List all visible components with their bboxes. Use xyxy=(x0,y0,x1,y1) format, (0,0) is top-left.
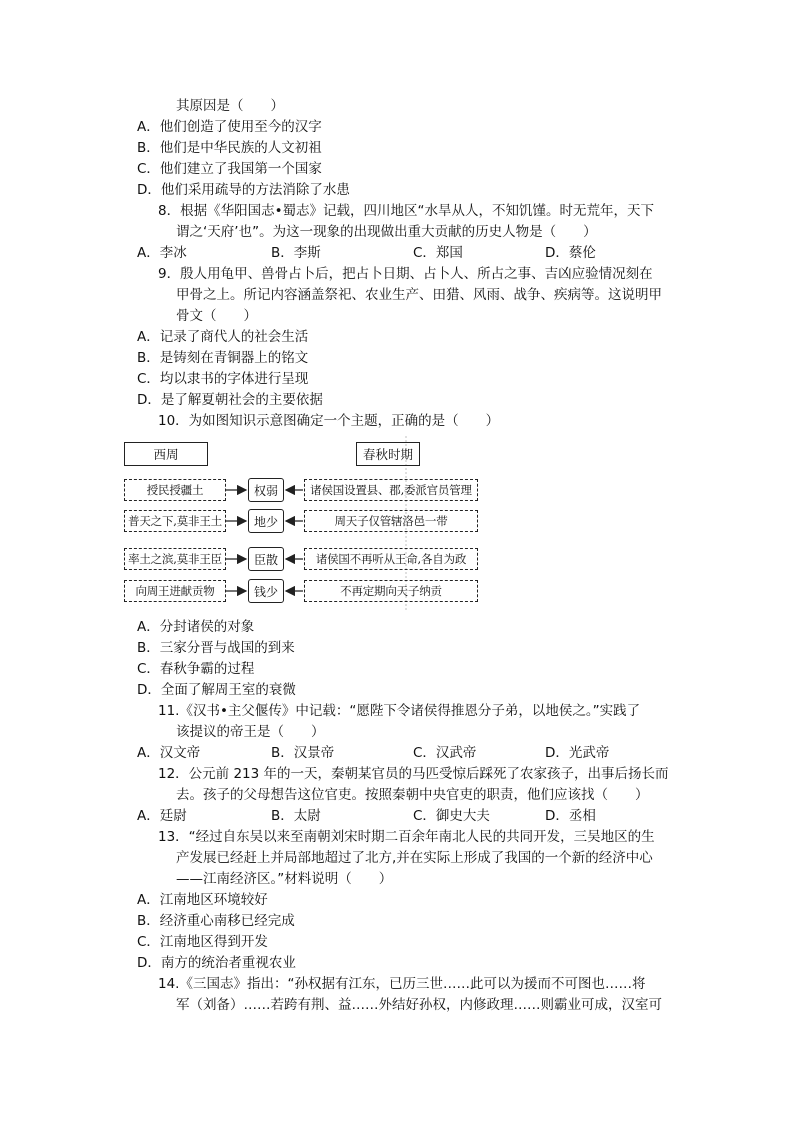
q11-stem-line1: 11.《汉书•主父偃传》中记载：“愿陛下令诸侯得推恩分子弟，以地侯之。”实践了 xyxy=(158,703,641,719)
diagram-left-box-4: 向周王进献贡物 xyxy=(124,580,226,602)
q8-options xyxy=(137,243,596,263)
q8-stem-line1: 8．根据《华阳国志•蜀志》记载，四川地区“水旱从人，不知饥馑。时无荒年，天下 xyxy=(158,203,655,219)
q8-stem-line2: 谓之‘天府’也”。为这一现象的出现做出重大贡献的历史人物是（ ） xyxy=(176,224,597,240)
q8-option-d[interactable]: D．蔡伦 xyxy=(545,245,596,261)
q9-stem-line2: 甲骨之上。所记内容涵盖祭祀、农业生产、田猎、风雨、战争、疾病等。这说明甲 xyxy=(176,287,662,303)
diagram-center-box-3: 臣散 xyxy=(248,547,284,571)
q9-option-c[interactable]: C．均以隶书的字体进行呈现 xyxy=(137,371,309,387)
q14-stem-line2: 军（刘备）……若跨有荆、益……外结好孙权，内修政理……则霸业可成，汉室可 xyxy=(176,997,662,1013)
q7-option-d[interactable]: D．他们采用疏导的方法消除了水患 xyxy=(137,182,350,198)
q12-option-a[interactable]: A．廷尉 xyxy=(137,808,187,824)
q12-options xyxy=(137,806,596,826)
q12-stem-line2: 去。孩子的父母想告这位官吏。按照秦朝中央官吏的职责，他们应该找（ ） xyxy=(176,787,649,803)
q12-option-c[interactable]: C．御史大夫 xyxy=(413,808,490,824)
q13-stem-line1: 13．“经过自东吴以来至南朝刘宋时期二百余年南北人民的共同开发，三吴地区的生 xyxy=(158,829,655,845)
q11-option-b[interactable]: B．汉景帝 xyxy=(271,745,335,761)
q8-option-c[interactable]: C．郑国 xyxy=(413,245,463,261)
q14-stem-line1: 14.《三国志》指出：“孙权据有江东，已历三世……此可以为援而不可图也……将 xyxy=(158,976,646,992)
q9-stem-line1: 9．殷人用龟甲、兽骨占卜后，把占卜日期、占卜人、所占之事、吉凶应验情况刻在 xyxy=(158,266,653,282)
q13-stem-line3: ——江南经济区。”材料说明（ ） xyxy=(176,871,393,887)
q13-stem-line2: 产发展已经赶上并局部地超过了北方,并在实际上形成了我国的一个新的经济中心 xyxy=(176,850,653,866)
q9-option-d[interactable]: D．是了解夏朝社会的主要依据 xyxy=(137,392,323,408)
diagram-center-box-1: 权弱 xyxy=(248,478,284,502)
q7-option-b[interactable]: B．他们是中华民族的人文初祖 xyxy=(137,140,322,156)
q9-stem-line3: 骨文（ ） xyxy=(176,308,257,324)
q9-option-b[interactable]: B．是铸刻在青铜器上的铭文 xyxy=(137,350,309,366)
diagram-right-box-4: 不再定期向天子纳贡 xyxy=(304,580,478,602)
q10-option-d[interactable]: D．全面了解周王室的衰微 xyxy=(137,682,296,698)
q13-option-d[interactable]: D．南方的统治者重视农业 xyxy=(137,955,296,971)
diagram-left-box-2: 普天之下,莫非王土 xyxy=(124,510,226,532)
diagram-right-box-1: 诸侯国设置县、郡,委派官员管理 xyxy=(304,479,478,501)
q8-option-b[interactable]: B．李斯 xyxy=(271,245,321,261)
q12-option-b[interactable]: B．太尉 xyxy=(271,808,321,824)
diagram-right-box-3: 诸侯国不再听从王命,各自为政 xyxy=(304,548,478,570)
q7-option-a[interactable]: A．他们创造了使用至今的汉字 xyxy=(137,119,322,135)
q8-option-a[interactable]: A．李冰 xyxy=(137,245,187,261)
q10-stem: 10．为如图知识示意图确定一个主题，正确的是（ ） xyxy=(158,413,500,429)
q11-stem-line2: 该提议的帝王是（ ） xyxy=(176,724,325,740)
diagram-center-box-4: 钱少 xyxy=(248,579,284,603)
q10-option-a[interactable]: A．分封诸侯的对象 xyxy=(137,619,255,635)
q10-option-b[interactable]: B．三家分晋与战国的到来 xyxy=(137,640,295,656)
diagram-right-box-2: 周天子仅管辖洛邑一带 xyxy=(304,510,478,532)
q9-option-a[interactable]: A．记录了商代人的社会生活 xyxy=(137,329,309,345)
diagram-left-box-3: 率土之滨,莫非王臣 xyxy=(124,548,226,570)
diagram-header-spring-autumn: 春秋时期 xyxy=(356,442,420,466)
knowledge-diagram xyxy=(122,434,480,610)
q12-option-d[interactable]: D．丞相 xyxy=(545,808,596,824)
q13-option-c[interactable]: C．江南地区得到开发 xyxy=(137,934,268,950)
q7-stem: 其原因是（ ） xyxy=(176,98,284,114)
q13-option-a[interactable]: A．江南地区环境较好 xyxy=(137,892,268,908)
q11-option-c[interactable]: C．汉武帝 xyxy=(413,745,477,761)
q12-stem-line1: 12．公元前 213 年的一天，秦朝某官员的马匹受惊后踩死了农家孩子，出事后扬长而 xyxy=(158,766,669,782)
q13-option-b[interactable]: B．经济重心南移已经完成 xyxy=(137,913,295,929)
q11-option-a[interactable]: A．汉文帝 xyxy=(137,745,201,761)
q11-options xyxy=(137,743,609,763)
diagram-center-box-2: 地少 xyxy=(248,509,284,533)
q11-option-d[interactable]: D．光武帝 xyxy=(545,745,610,761)
q10-option-c[interactable]: C．春秋争霸的过程 xyxy=(137,661,255,677)
diagram-header-western-zhou: 西周 xyxy=(124,442,208,466)
q7-option-c[interactable]: C．他们建立了我国第一个国家 xyxy=(137,161,322,177)
diagram-left-box-1: 授民授疆土 xyxy=(124,479,226,501)
